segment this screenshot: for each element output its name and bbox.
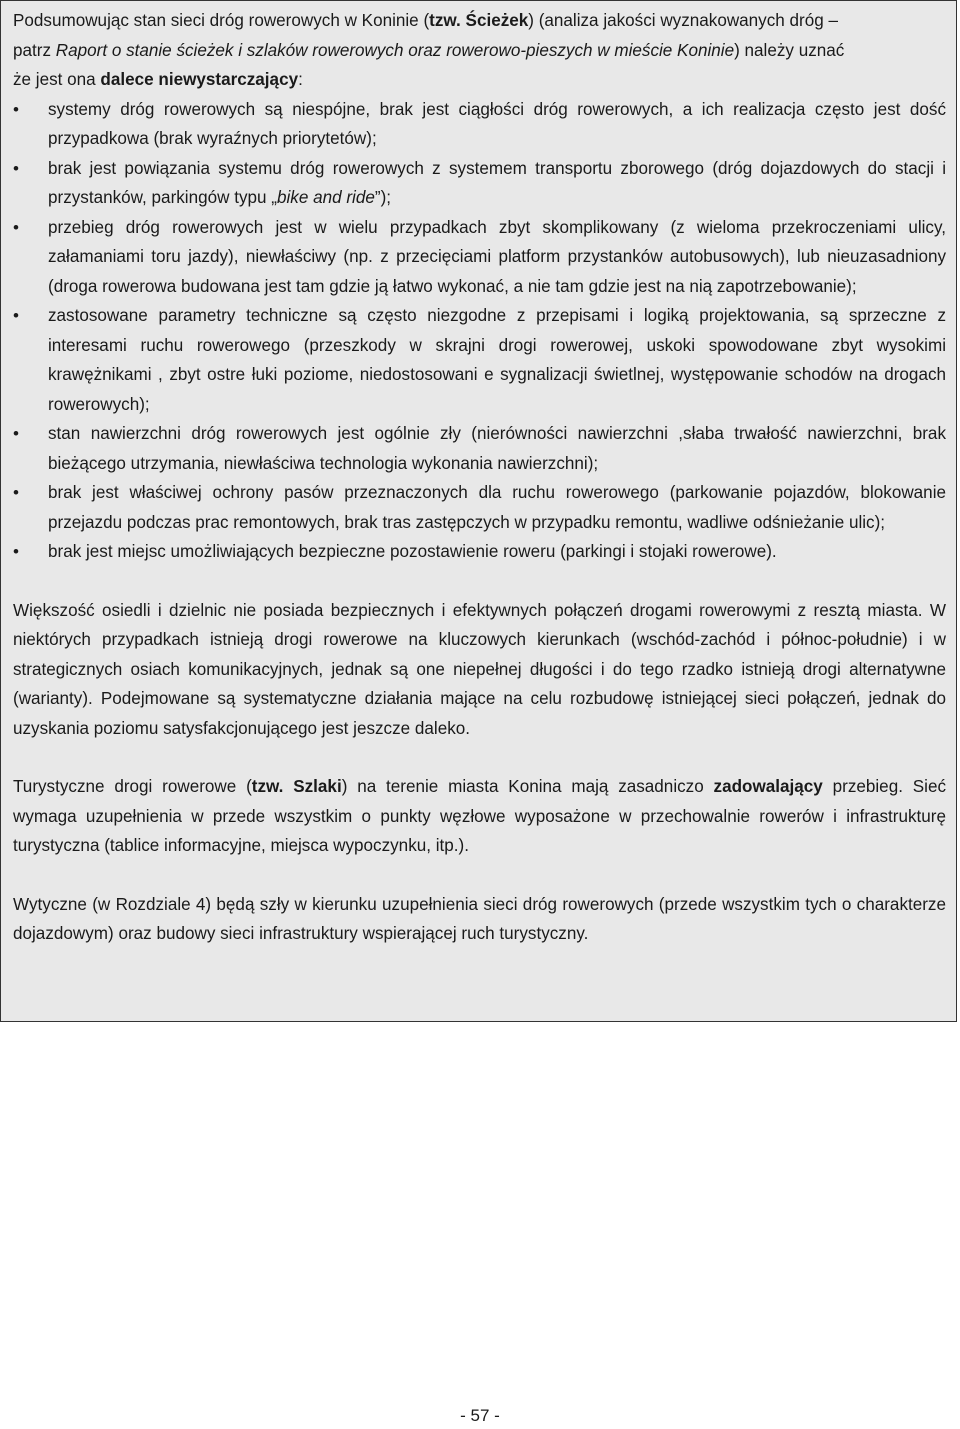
list-item-text: systemy dróg rowerowych są niespójne, brak jest ciągłości dróg rowerowych, a ich realizacja często jest dość przypadkowa (brak wyraźnych priorytetów); (48, 99, 946, 148)
intro-text: Podsumowując stan sieci dróg rowerowych w Koninie ( (13, 11, 430, 30)
guidelines-paragraph: Wytyczne (w Rozdziale 4) będą szły w kierunku uzupełnienia sieci dróg rowerowych (przede wszystkim tych o charakterze dojazdowym) oraz budowy sieci infrastruktury wspierającej ruch turystyczny. (13, 894, 946, 943)
list-item-text: zastosowane parametry techniczne są często niezgodne z przepisami i logiką projektowania, są sprzeczne z interesami ruchu rowerowego (przeszkody w skrajni drogi rowerowej, uskoki spowodowane zbyt wysokimi krawężnikami , zbyt ostre łuki poziome, niedostosowani e sygnalizacji świetlnej, występowanie schodów na drogach rowerowych); (48, 306, 946, 414)
intro-text: ) (analiza jakości wyznakowanych dróg – (528, 11, 838, 30)
report-title: Raport o stanie ścieżek i szlaków rowerowych oraz rowerowo-pieszych w mieście Koninie (55, 40, 735, 60)
list-item (13, 478, 946, 537)
list-item-text: stan nawierzchni dróg rowerowych jest ogólnie zły (nierówności nawierzchni ,słaba trwałość nawierzchni, brak bieżącego utrzymania, niewłaściwa technologia wykonania nawierzchni); (48, 424, 946, 473)
intro-text: ) należy uznać (734, 40, 845, 60)
quote-close: ”); (374, 188, 392, 207)
tourist-text: ) na terenie miasta Konina mają zasadniczo (341, 777, 714, 796)
list-item (13, 537, 946, 567)
intro-line-1 (13, 6, 946, 36)
list-item-text: brak jest miejsc umożliwiających bezpieczne pozostawienie roweru (parkingi i stojaki rowerowe). (48, 542, 777, 561)
list-item (13, 154, 946, 213)
bullet-icon: • (13, 483, 19, 502)
list-item (13, 95, 946, 154)
problems-list (13, 95, 946, 567)
spacer (13, 861, 946, 890)
quote-open: „ (271, 188, 277, 207)
intro-line-2 (13, 36, 946, 66)
list-item-text: brak jest właściwej ochrony pasów przeznaczonych dla ruchu rowerowego (parkowanie pojazdów, blokowanie przejazdu podczas prac remontowych, brak tras zastępczych w przypadku remontu, wadliwe odśnieżanie ulic); (48, 483, 946, 532)
tourist-text: przebieg. Sieć wymaga uzupełnienia w przede wszystkim o punkty węzłowe wyposażone w przechowalnie rowerów i infrastrukturę turystyczna (tablice informacyjne, miejsca wypoczynku, itp.). (13, 777, 947, 855)
spacer (13, 567, 946, 596)
intro-tzw-bold: tzw. Ścieżek (429, 11, 529, 30)
intro-line-3 (13, 65, 946, 95)
tourist-assessment-bold: zadowalający (713, 777, 823, 796)
bullet-icon: • (13, 306, 19, 325)
summary-intro (13, 6, 946, 95)
list-item-text: brak jest powiązania systemu dróg rowerowych z systemem transportu zborowego (dróg dojazdowych do stacji i przystanków, parkingów typu (48, 158, 946, 207)
page-number: - 57 - (460, 1406, 500, 1425)
bike-and-ride-term: bike and ride (276, 188, 375, 207)
list-item-text: przebieg dróg rowerowych jest w wielu przypadkach zbyt skomplikowany (z wieloma przekroczeniami ulicy, załamaniami toru jazdy), niewłaściwy (np. z przecięciami platform przystanków autobusowych), lub nieuzasadniony (droga rowerowa budowana jest tam gdzie ją łatwo wykonać, a nie tam gdzie jest na nią zapotrzebowanie); (48, 217, 946, 296)
list-item (13, 301, 946, 419)
intro-assessment-bold: dalece niewystarczający (100, 70, 299, 89)
intro-text: : (298, 70, 303, 89)
districts-paragraph: Większość osiedli i dzielnic nie posiada bezpiecznych i efektywnych połączeń drogami rowerowymi z resztą miasta. W niektórych przypadkach istnieją drogi rowerowe na kluczowych kierunkach (wschód-zachód i północ-południe) i w strategicznych osiach komunikacyjnych, jednak są one niepełnej długości i do tego rzadko istnieją drogi alternatywne (warianty). Podejmowane są systematyczne działania mające na celu rozbudowę istniejącej sieci połączeń, jednak do uzyskania poziomu satysfakcjonującego jest jeszcze daleko. (13, 600, 946, 738)
tourist-paragraph (13, 772, 946, 861)
intro-text: patrz (13, 40, 56, 60)
bullet-icon: • (13, 158, 19, 178)
bullet-icon: • (13, 217, 19, 237)
bullet-icon: • (13, 424, 19, 443)
tourist-tzw-bold: tzw. Szlaki (251, 777, 342, 796)
list-item (13, 419, 946, 478)
tourist-text: Turystyczne drogi rowerowe ( (13, 777, 252, 796)
list-item (13, 213, 946, 302)
bullet-icon: • (13, 542, 19, 561)
intro-text: że jest ona (13, 70, 101, 89)
spacer (13, 743, 946, 772)
bullet-icon: • (13, 99, 19, 119)
